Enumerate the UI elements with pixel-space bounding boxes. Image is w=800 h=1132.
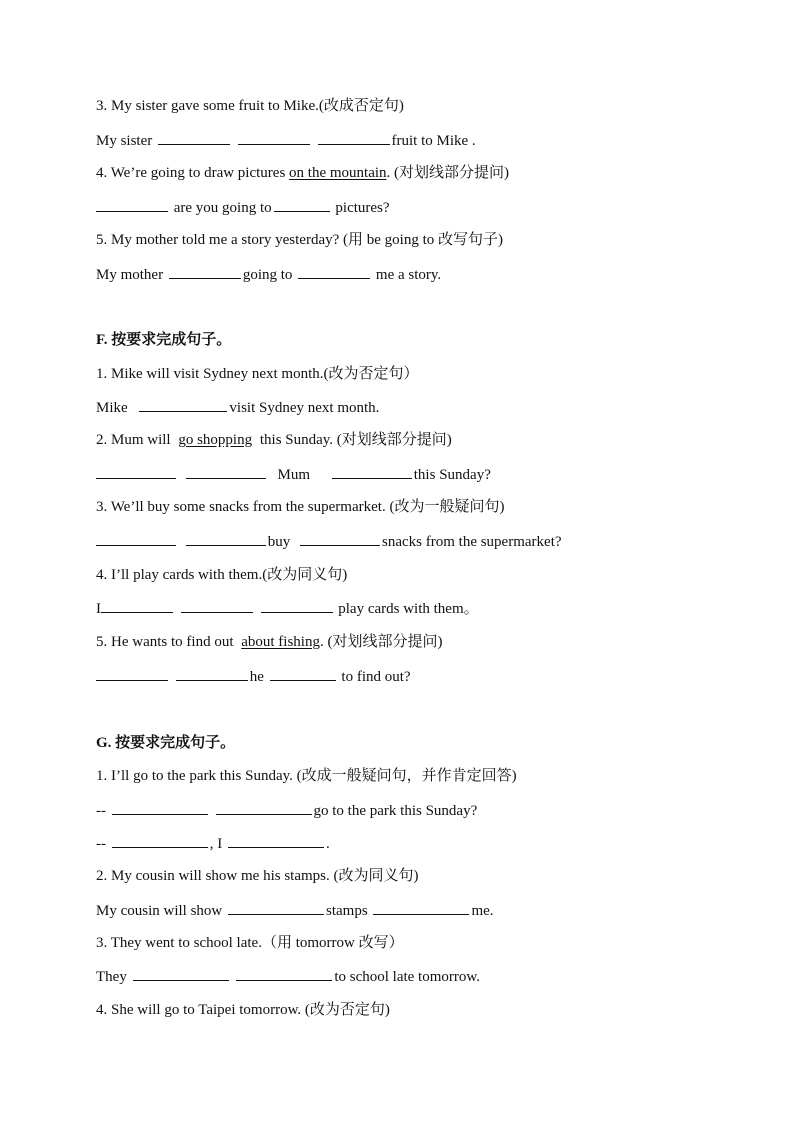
answer-blank[interactable] (228, 900, 324, 915)
g-q3-question: 3. They went to school late.（用 tomorrow 改写） (96, 935, 404, 951)
answer-blank[interactable] (181, 598, 253, 613)
answer-blank[interactable] (318, 130, 390, 145)
underlined-phrase: go shopping (178, 432, 253, 448)
answer-blank[interactable] (373, 900, 469, 915)
answer-blank[interactable] (96, 531, 176, 546)
e-q5-question: 5. My mother told me a story yesterday? (用 be going to 改写句子) (96, 232, 504, 248)
f-q1-answer: Mike visit Sydney next month. (96, 397, 379, 418)
answer-blank[interactable] (216, 800, 312, 815)
answer-blank[interactable] (96, 197, 168, 212)
g-q4-question: 4. She will go to Taipei tomorrow. (改为否定句) (96, 1002, 390, 1018)
answer-blank[interactable] (133, 966, 229, 981)
section-g-heading: G. 按要求完成句子。 (96, 735, 236, 751)
answer-blank[interactable] (332, 464, 412, 479)
e-q3-question: 3. My sister gave some fruit to Mike.(改成否定句) (96, 98, 404, 114)
f-q3-answer: buy snacks from the supermarket? (96, 531, 562, 552)
f-q4-answer: I play cards with them。 (96, 598, 479, 619)
answer-blank[interactable] (112, 800, 208, 815)
answer-blank[interactable] (169, 264, 241, 279)
underlined-phrase: on the mountain (289, 165, 387, 181)
e-q3-answer (96, 130, 476, 151)
f-q5-question: 5. He wants to find out about fishing. (对划线部分提问) (96, 634, 443, 650)
section-f-heading: F. 按要求完成句子。 (96, 332, 232, 348)
f-q1-question: 1. Mike will visit Sydney next month.(改为否定句） (96, 366, 419, 382)
g-q2-question: 2. My cousin will show me his stamps. (改为同义句) (96, 868, 419, 884)
answer-blank[interactable] (158, 130, 230, 145)
answer-blank[interactable] (261, 598, 333, 613)
e-q5-answer: My mother going to me a story. (96, 264, 441, 285)
answer-blank[interactable] (236, 966, 332, 981)
e-q4-question: 4. We’re going to draw pictures on the mountain. (对划线部分提问) (96, 165, 510, 181)
answer-blank[interactable] (238, 130, 310, 145)
g-q1-answer: -- go to the park this Sunday? (96, 800, 477, 821)
f-q2-answer: Mum this Sunday? (96, 464, 491, 485)
answer-blank[interactable] (228, 833, 324, 848)
f-q4-question: 4. I’ll play cards with them.(改为同义句) (96, 567, 348, 583)
g-q1-question: 1. I’ll go to the park this Sunday. (改成一般疑问句，并作肯定回答) (96, 768, 517, 784)
e-q4-answer: are you going to pictures? (96, 197, 390, 218)
answer-blank[interactable] (274, 197, 330, 212)
answer-blank[interactable] (139, 397, 227, 412)
answer-blank[interactable] (270, 666, 336, 681)
g-q2-answer: My cousin will show stamps me. (96, 900, 494, 921)
g-q3-answer: They to school late tomorrow. (96, 966, 480, 987)
answer-blank[interactable] (96, 666, 168, 681)
g-q1-reply: -- , I . (96, 833, 330, 854)
f-q3-question: 3. We’ll buy some snacks from the supermarket. (改为一般疑问句) (96, 499, 505, 515)
answer-blank[interactable] (112, 833, 208, 848)
answer-blank[interactable] (101, 598, 173, 613)
answer-text: My sister (96, 133, 153, 149)
f-q5-answer: he to find out? (96, 666, 411, 687)
answer-blank[interactable] (186, 531, 266, 546)
answer-blank[interactable] (300, 531, 380, 546)
underlined-phrase: about fishing (241, 634, 320, 650)
answer-blank[interactable] (96, 464, 176, 479)
answer-text: fruit to Mike . (391, 133, 476, 149)
answer-blank[interactable] (298, 264, 370, 279)
answer-blank[interactable] (186, 464, 266, 479)
answer-blank[interactable] (176, 666, 248, 681)
f-q2-question: 2. Mum will go shopping this Sunday. (对划线部分提问) (96, 432, 452, 448)
